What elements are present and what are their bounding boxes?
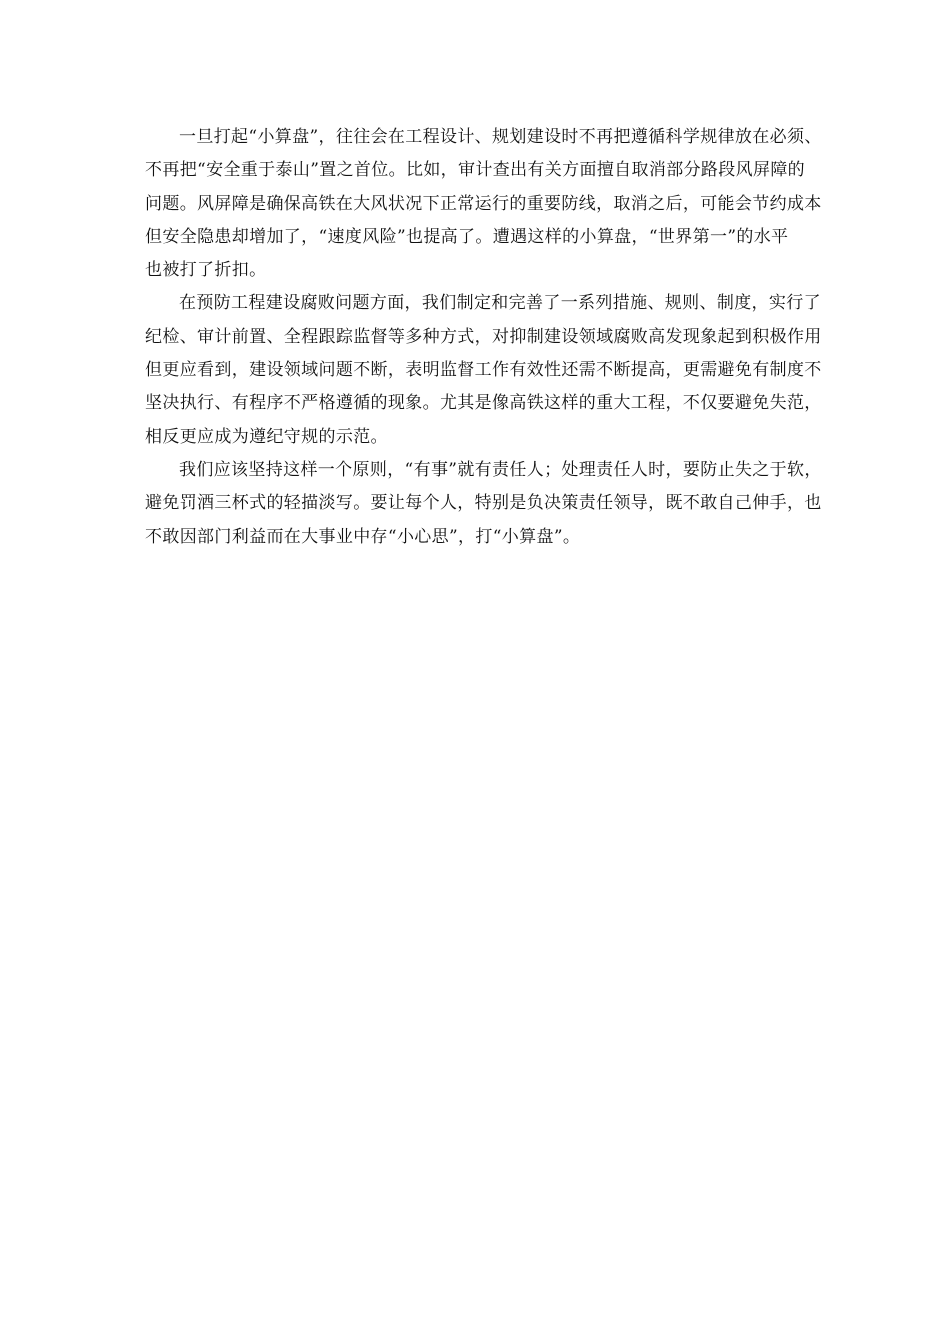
paragraph-3 bbox=[145, 454, 830, 554]
paragraph-1-line-4: 但安全隐患却增加了，“速度风险”也提高了。遭遇这样的小算盘，“世界第一”的水平 bbox=[145, 226, 789, 247]
paragraph-2 bbox=[145, 287, 830, 453]
paragraph-1-line-1: 一旦打起“小算盘”，往往会在工程设计、规划建设时不再把遵循科学规律放在必须、 bbox=[179, 127, 822, 147]
paragraph-3-line-2: 避免罚酒三杯式的轻描淡写。要让每个人，特别是负决策责任领导，既不敢自己伸手，也 bbox=[145, 493, 822, 514]
paragraph-2-line-5: 相反更应成为遵纪守规的示范。 bbox=[145, 426, 388, 447]
paragraph-2-line-1: 在预防工程建设腐败问题方面，我们制定和完善了一系列措施、规则、制度，实行了 bbox=[179, 293, 821, 314]
paragraph-1-line-5: 也被打了折扣。 bbox=[145, 260, 267, 281]
document-body bbox=[145, 121, 830, 554]
paragraph-2-line-2: 纪检、审计前置、全程跟踪监督等多种方式，对抑制建设领域腐败高发现象起到积极作用 bbox=[145, 326, 822, 347]
paragraph-1-line-3: 问题。风屏障是确保高铁在大风状况下正常运行的重要防线，取消之后，可能会节约成本 bbox=[145, 193, 822, 214]
paragraph-1-line-2: 不再把“安全重于泰山”置之首位。比如，审计查出有关方面擅自取消部分路段风屏障的 bbox=[145, 160, 806, 181]
paragraph-3-line-1: 我们应该坚持这样一个原则，“有事”就有责任人；处理责任人时，要防止失之于软， bbox=[179, 459, 822, 480]
paragraph-2-line-4: 坚决执行、有程序不严格遵循的现象。尤其是像高铁这样的重大工程，不仅要避免失范， bbox=[145, 393, 822, 414]
paragraph-2-line-3: 但更应看到，建设领域问题不断，表明监督工作有效性还需不断提高，更需避免有制度不 bbox=[145, 360, 822, 381]
paragraph-1 bbox=[145, 121, 830, 287]
paragraph-3-line-3: 不敢因部门利益而在大事业中存“小心思”，打“小算盘”。 bbox=[145, 526, 581, 547]
